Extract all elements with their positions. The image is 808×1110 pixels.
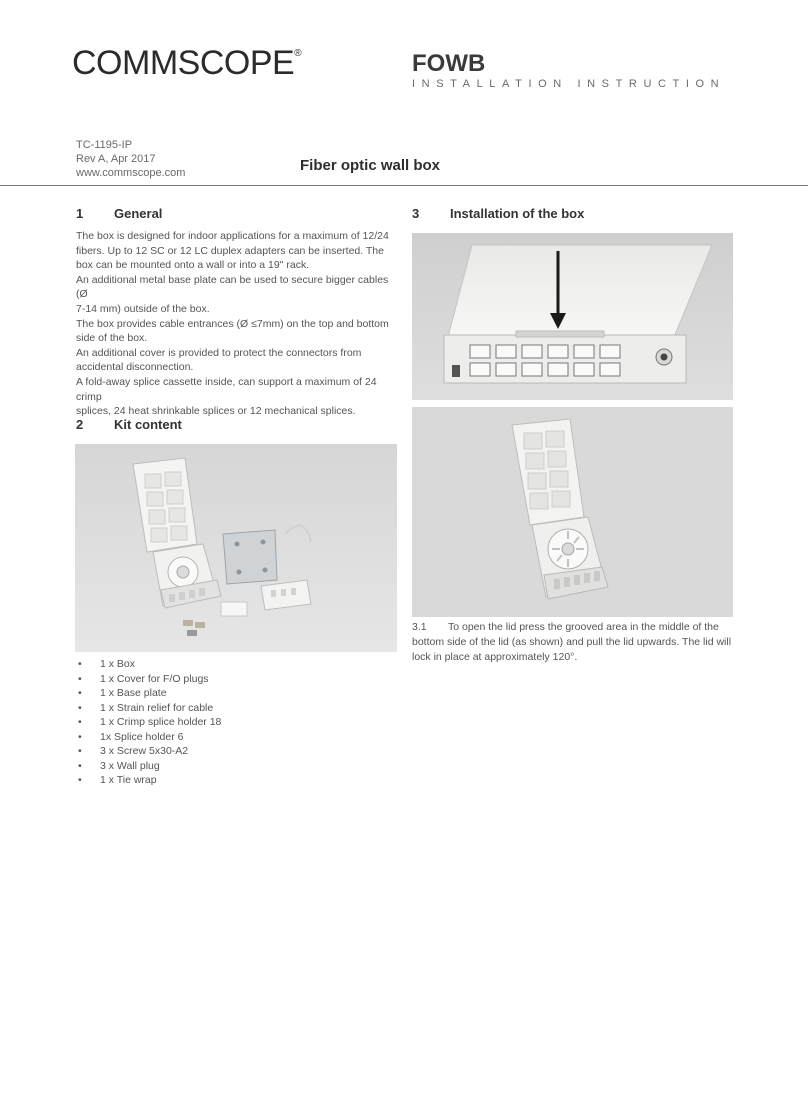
brand-logo [72, 44, 301, 83]
closed-box-illustration [412, 233, 733, 400]
section-3-heading [412, 206, 584, 221]
kit-content-list [76, 657, 221, 788]
list-item: • 1 x Tie wrap [76, 773, 221, 788]
kit-content-illustration [75, 444, 397, 652]
product-name: FOWB [412, 50, 486, 77]
list-item: • 1 x Box [76, 657, 221, 672]
section-1-body [76, 229, 398, 419]
text-line: An additional metal base plate can be used to secure bigger cables (Ø [76, 273, 389, 301]
splice-holder [221, 602, 247, 616]
header-divider [0, 185, 808, 186]
text-line: splices, 24 heat shrinkable splices or 12 mechanical splices. [76, 405, 356, 418]
grooved-release-area [516, 331, 604, 337]
list-item: • 1 x Crimp splice holder 18 [76, 715, 221, 730]
page-title: Fiber optic wall box [300, 157, 441, 174]
closed-box-photo [412, 233, 733, 400]
text-line: The box is designed for indoor applications for a maximum of 12/24 [76, 230, 389, 242]
section-3-number: 3 [412, 206, 420, 221]
document-number: TC-1195-IP [76, 139, 133, 151]
caption-line [412, 620, 732, 635]
text-line: side of the box. [76, 332, 148, 345]
brand-registered-mark: ® [294, 48, 302, 59]
text-line: A fold-away splice cassette inside, can support a maximum of 24 crimp [76, 375, 377, 403]
cable-entrance [452, 365, 460, 377]
document-type: INSTALLATION INSTRUCTION [412, 78, 726, 90]
section-3-title: Installation of the box [450, 206, 585, 221]
text-line: An additional cover is provided to protect the connectors from [76, 346, 362, 359]
section-1-heading [76, 206, 162, 221]
open-box-photo [412, 407, 733, 617]
list-item: • 1 x Strain relief for cable [76, 701, 221, 716]
step-3-1-caption [412, 620, 732, 665]
caption-line: bottom side of the lid (as shown) and pull the lid upwards. The lid will [412, 636, 732, 648]
list-item: • 1 x Cover for F/O plugs [76, 672, 221, 687]
section-1-number: 1 [76, 206, 84, 221]
text-line: box can be mounted onto a wall or into a 19" rack. [76, 259, 310, 272]
text-line: The box provides cable entrances (Ø ≤7mm) on the top and bottom [76, 317, 389, 330]
section-2-heading [76, 417, 182, 432]
text-line: fibers. Up to 12 SC or 12 LC duplex adapters can be inserted. The [76, 244, 384, 257]
brand-name: COMMSCOPE [72, 44, 295, 82]
base-plate [223, 530, 277, 584]
caption-text: To open the lid press the grooved area in the middle of the [448, 621, 719, 633]
list-item: • 1 x Base plate [76, 686, 221, 701]
list-item: • 3 x Screw 5x30-A2 [76, 744, 221, 759]
kit-content-photo [75, 444, 397, 652]
section-1-title: General [114, 206, 163, 221]
section-2-number: 2 [76, 417, 84, 432]
revision: Rev A, Apr 2017 [76, 153, 156, 165]
website-link[interactable]: www.commscope.com [76, 167, 186, 179]
step-number: 3.1 [412, 621, 427, 633]
open-box-illustration [412, 407, 733, 617]
list-item: • 3 x Wall plug [76, 759, 221, 774]
list-item: • 1x Splice holder 6 [76, 730, 221, 745]
text-line: accidental disconnection. [76, 361, 194, 374]
section-2-title: Kit content [114, 417, 182, 432]
text-line: 7-14 mm) outside of the box. [76, 302, 210, 315]
caption-line: lock in place at approximately 120°. [412, 651, 578, 663]
